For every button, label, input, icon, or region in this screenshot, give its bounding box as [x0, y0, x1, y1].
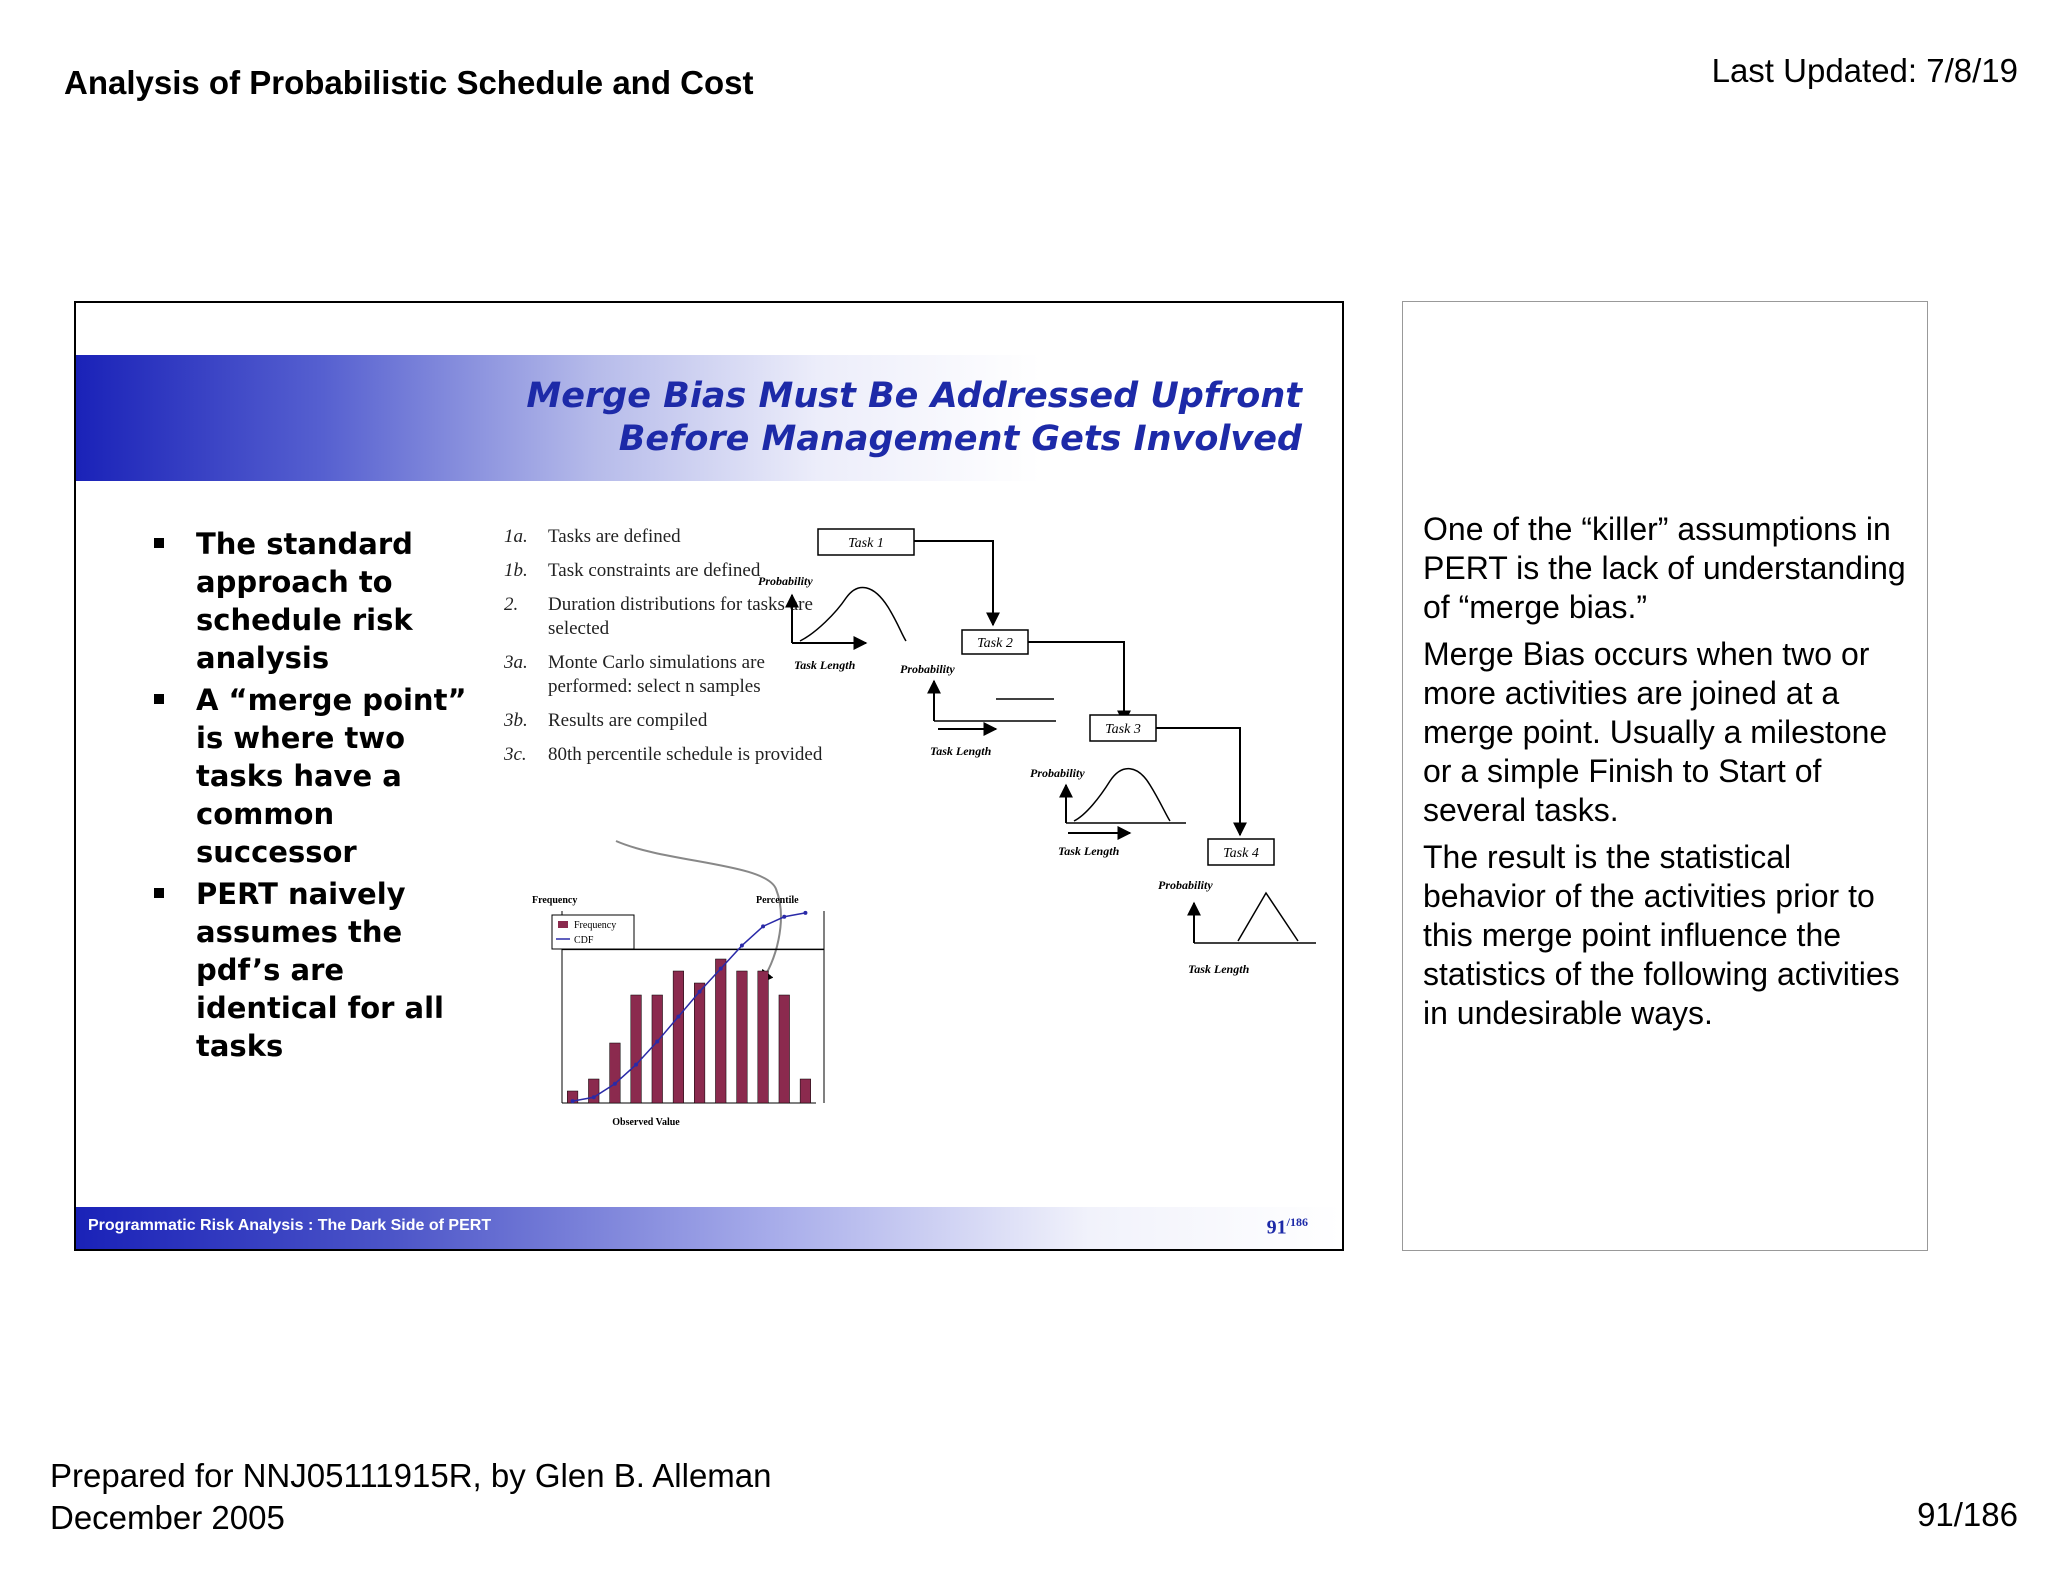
cdf-point — [740, 944, 744, 948]
prepared-by — [50, 1455, 772, 1539]
histogram-bar — [631, 995, 642, 1103]
prepared-date: December 2005 — [50, 1499, 285, 1536]
cdf-point — [676, 1015, 680, 1019]
step-text: Task constraints are defined — [548, 560, 761, 581]
histogram-legend — [552, 915, 634, 949]
cdf-point — [803, 911, 807, 915]
task-length-label: Task Length — [1188, 962, 1250, 976]
histogram-bar — [610, 1043, 621, 1103]
histogram-bar — [673, 971, 684, 1103]
step-number: 2. — [504, 594, 519, 615]
legend-label-cdf: CDF — [574, 935, 594, 946]
task-length-label: Task Length — [794, 658, 856, 672]
step-number: 3c. — [504, 744, 527, 765]
cdf-point — [592, 1095, 596, 1099]
slide-footer — [76, 1207, 1342, 1249]
bullet-item: PERT naively assumes the pdf’s are identical for all tasks — [150, 875, 490, 1065]
legend-label-frequency: Frequency — [574, 920, 617, 931]
histogram-bar — [758, 971, 769, 1103]
step-text: Results are compiled — [548, 710, 708, 731]
cdf-point — [655, 1040, 659, 1044]
slide-image — [74, 301, 1344, 1251]
cdf-point — [782, 915, 786, 919]
slide-page: 91 — [1266, 1216, 1287, 1239]
probability-label: Probability — [1030, 766, 1085, 780]
slide-footer-text: Programmatic Risk Analysis : The Dark Side of PERT — [88, 1217, 492, 1234]
histogram-bar — [652, 995, 663, 1103]
page-count: 91/186 — [1917, 1496, 2018, 1533]
step-number: 3b. — [504, 710, 528, 731]
slide-title-line1: Merge Bias Must Be Addressed Upfront — [526, 376, 1302, 416]
cdf-point — [571, 1099, 575, 1103]
notes-panel — [1402, 301, 1928, 1251]
task-label: Task 1 — [848, 536, 884, 551]
cdf-point — [634, 1063, 638, 1067]
document-title: Analysis of Probabilistic Schedule and Cost — [64, 64, 754, 101]
histogram-bar — [800, 1079, 811, 1103]
histogram-chart — [76, 303, 1342, 1249]
histogram-bar — [715, 959, 726, 1103]
bullet-item: A “merge point” is where two tasks have a common successor — [150, 681, 490, 871]
y2-axis-label: Percentile — [756, 895, 799, 906]
last-updated: Last Updated: 7/8/19 — [1711, 52, 2018, 89]
step-text: 80th percentile schedule is provided — [548, 744, 823, 765]
step-number: 1a. — [504, 526, 528, 547]
step-number: 1b. — [504, 560, 528, 581]
step-text: Duration distributions for tasks are selected — [548, 594, 813, 639]
cdf-point — [761, 924, 765, 928]
legend-swatch-frequency — [558, 921, 568, 928]
probability-label: Probability — [1158, 878, 1213, 892]
cdf-point — [698, 990, 702, 994]
histogram-bar — [588, 1079, 599, 1103]
cdf-point — [613, 1082, 617, 1086]
bullet-item: The standard approach to schedule risk analysis — [150, 525, 490, 677]
task-label: Task 2 — [977, 636, 1013, 651]
histogram-bar — [779, 995, 790, 1103]
notes-paragraph: The result is the statistical behavior of the activities prior to this merge point influence the statistics of the following activities in undesirable ways. — [1423, 839, 1900, 1031]
task-label: Task 3 — [1105, 722, 1141, 737]
step-number: 3a. — [504, 652, 528, 673]
histogram-bar — [694, 983, 705, 1103]
notes-paragraph: Merge Bias occurs when two or more activities are joined at a merge point. Usually a milestone or a simple Finish to Start of several tasks. — [1423, 636, 1888, 828]
x-axis-label: Observed Value — [612, 1117, 680, 1128]
task-length-label: Task Length — [930, 744, 992, 758]
slide-title-line2: Before Management Gets Involved — [618, 419, 1302, 459]
notes-text — [1423, 510, 1913, 1041]
notes-paragraph: One of the “killer” assumptions in PERT is the lack of understanding of “merge bias.” — [1423, 511, 1906, 625]
y-axis-label: Frequency — [532, 895, 578, 906]
step-text: Tasks are defined — [548, 526, 681, 547]
probability-label: Probability — [758, 574, 813, 588]
cdf-point — [719, 967, 723, 971]
slide-page-number — [1267, 1215, 1308, 1240]
step-text: Monte Carlo simulations are performed: select n samples — [548, 652, 765, 697]
task-length-label: Task Length — [1058, 844, 1120, 858]
task-label: Task 4 — [1223, 846, 1259, 861]
prepared-line: Prepared for NNJ05111915R, by Glen B. Alleman — [50, 1457, 772, 1494]
probability-label: Probability — [900, 662, 955, 676]
histogram-bar — [737, 971, 748, 1103]
slide-page-total: /186 — [1286, 1215, 1308, 1229]
